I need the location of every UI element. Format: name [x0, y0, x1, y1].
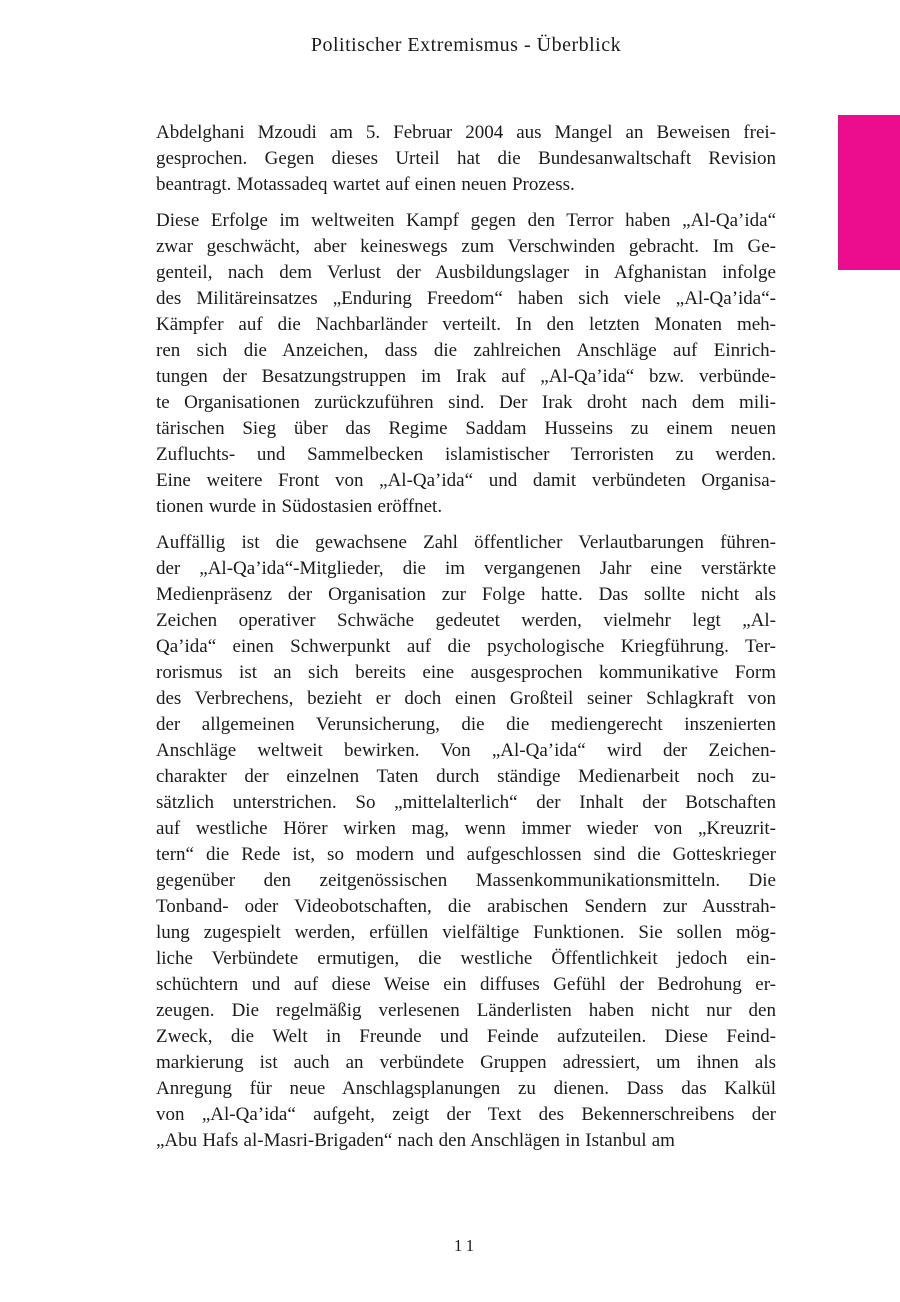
text-line: gesprochen. Gegen dieses Urteil hat die Bundesanwaltschaft Revision [156, 148, 776, 169]
text-line: Tonband- oder Videobotschaften, die arabischen Sendern zur Ausstrah- [156, 896, 776, 917]
text-line: ren sich die Anzeichen, dass die zahlreichen Anschläge auf Einrich- [156, 340, 776, 361]
body-text [156, 120, 776, 1164]
text-line: Diese Erfolge im weltweiten Kampf gegen den Terror haben „Al-Qa’ida“ [156, 210, 776, 231]
text-line: Zeichen operativer Schwäche gedeutet werden, vielmehr legt „Al- [156, 610, 776, 631]
text-line: Kämpfer auf die Nachbarländer verteilt. In den letzten Monaten meh- [156, 314, 776, 335]
text-line: des Militäreinsatzes „Enduring Freedom“ haben sich viele „Al-Qa’ida“- [156, 288, 776, 309]
text-line: Zweck, die Welt in Freunde und Feinde aufzuteilen. Diese Feind- [156, 1026, 776, 1047]
text-line: der „Al-Qa’ida“-Mitglieder, die im vergangenen Jahr eine verstärkte [156, 558, 776, 579]
text-line: gegenüber den zeitgenössischen Massenkommunikationsmitteln. Die [156, 870, 776, 891]
text-line: sätzlich unterstrichen. So „mittelalterlich“ der Inhalt der Botschaften [156, 792, 776, 813]
page-number: 11 [453, 1236, 479, 1255]
text-line: beantragt. Motassadeq wartet auf einen neuen Prozess. [156, 174, 575, 195]
text-line: Anregung für neue Anschlagsplanungen zu dienen. Dass das Kalkül [156, 1078, 776, 1099]
text-line: zwar geschwächt, aber keineswegs zum Verschwinden gebracht. Im Ge- [156, 236, 776, 257]
text-line: tern“ die Rede ist, so modern und aufgeschlossen sind die Gotteskrieger [156, 844, 776, 865]
paragraph [156, 208, 776, 520]
text-line: lung zugespielt werden, erfüllen vielfältige Funktionen. Sie sollen mög- [156, 922, 776, 943]
text-line: Zufluchts- und Sammelbecken islamistischer Terroristen zu werden. [156, 444, 776, 465]
text-line: zeugen. Die regelmäßig verlesenen Länderlisten haben nicht nur den [156, 1000, 776, 1021]
text-line: te Organisationen zurückzuführen sind. Der Irak droht nach dem mili- [156, 392, 776, 413]
text-line: der allgemeinen Verunsicherung, die die mediengerecht inszenierten [156, 714, 776, 735]
paragraph [156, 530, 776, 1154]
text-line: charakter der einzelnen Taten durch ständige Medienarbeit noch zu- [156, 766, 776, 787]
text-line: „Abu Hafs al-Masri-Brigaden“ nach den Anschlägen in Istanbul am [156, 1130, 675, 1151]
text-line: genteil, nach dem Verlust der Ausbildungslager in Afghanistan infolge [156, 262, 776, 283]
paragraph [156, 120, 776, 198]
text-line: Eine weitere Front von „Al-Qa’ida“ und damit verbündeten Organisa- [156, 470, 776, 491]
running-header: Politischer Extremismus - Überblick [310, 34, 622, 56]
text-line: Abdelghani Mzoudi am 5. Februar 2004 aus Mangel an Beweisen frei- [156, 122, 776, 143]
text-line: markierung ist auch an verbündete Gruppen adressiert, um ihnen als [156, 1052, 776, 1073]
text-line: schüchtern und auf diese Weise ein diffuses Gefühl der Bedrohung er- [156, 974, 776, 995]
text-line: tungen der Besatzungstruppen im Irak auf „Al-Qa’ida“ bzw. verbünde- [156, 366, 776, 387]
text-line: Anschläge weltweit bewirken. Von „Al-Qa’ida“ wird der Zeichen- [156, 740, 776, 761]
text-line: von „Al-Qa’ida“ aufgeht, zeigt der Text des Bekennerschreibens der [156, 1104, 776, 1125]
text-line: auf westliche Hörer wirken mag, wenn immer wieder von „Kreuzrit- [156, 818, 776, 839]
chapter-tab-marker [838, 115, 900, 270]
text-line: Auffällig ist die gewachsene Zahl öffentlicher Verlautbarungen führen- [156, 532, 776, 553]
text-line: Qa’ida“ einen Schwerpunkt auf die psychologische Kriegführung. Ter- [156, 636, 776, 657]
text-line: liche Verbündete ermutigen, die westliche Öffentlichkeit jedoch ein- [156, 948, 776, 969]
text-line: rorismus ist an sich bereits eine ausgesprochen kommunikative Form [156, 662, 776, 683]
text-line: des Verbrechens, bezieht er doch einen Großteil seiner Schlagkraft von [156, 688, 776, 709]
text-line: tionen wurde in Südostasien eröffnet. [156, 496, 443, 517]
text-line: tärischen Sieg über das Regime Saddam Husseins zu einem neuen [156, 418, 776, 439]
text-line: Medienpräsenz der Organisation zur Folge hatte. Das sollte nicht als [156, 584, 776, 605]
